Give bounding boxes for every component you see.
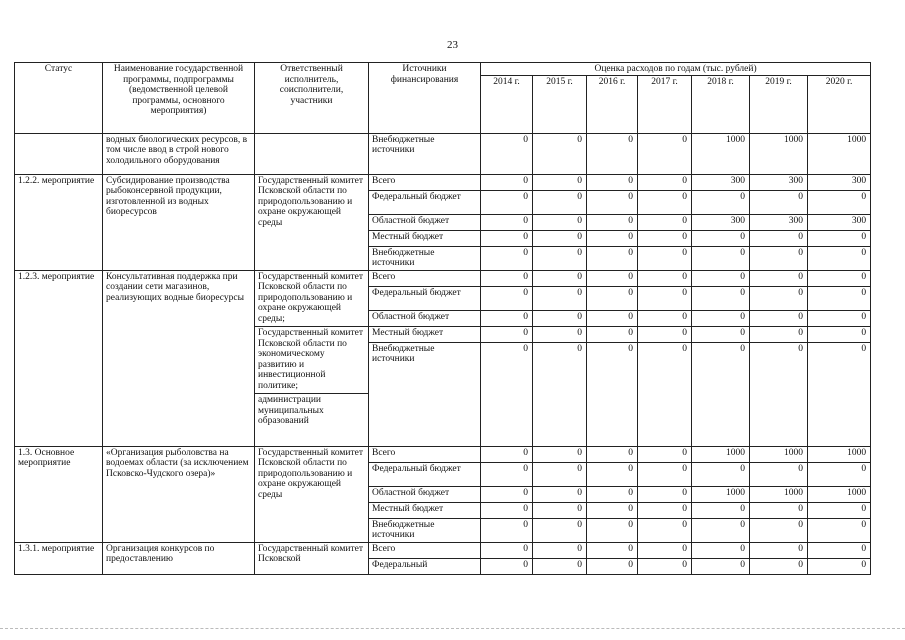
value-cell: 0 — [638, 446, 692, 462]
value-cell: 0 — [587, 518, 638, 542]
value-cell: 0 — [638, 190, 692, 214]
source-cell: Всего — [369, 270, 481, 286]
source-cell: Внебюджетные источники — [369, 246, 481, 270]
value-cell: 0 — [692, 502, 750, 518]
value-cell: 1000 — [692, 133, 750, 174]
value-cell: 0 — [692, 246, 750, 270]
value-cell: 1000 — [692, 446, 750, 462]
header-status: Статус — [15, 63, 103, 134]
value-cell: 0 — [587, 558, 638, 574]
value-cell: 0 — [533, 230, 587, 246]
value-cell: 0 — [750, 502, 808, 518]
value-cell: 0 — [481, 502, 533, 518]
value-cell: 0 — [638, 270, 692, 286]
source-cell: Местный бюджет — [369, 502, 481, 518]
value-cell: 0 — [638, 486, 692, 502]
value-cell: 0 — [750, 270, 808, 286]
value-cell: 0 — [692, 326, 750, 342]
value-cell: 0 — [750, 310, 808, 326]
value-cell: 0 — [481, 462, 533, 486]
table-row — [15, 174, 871, 190]
value-cell: 0 — [808, 342, 871, 446]
scan-edge — [0, 628, 905, 630]
value-cell: 0 — [481, 174, 533, 190]
value-cell: 0 — [750, 326, 808, 342]
value-cell: 0 — [587, 286, 638, 310]
responsible-cell — [255, 542, 369, 574]
name-cell: водных биологических ресурсов, в том числе ввод в строй нового холодильного оборудования — [103, 133, 255, 174]
status-cell: 1.2.3. мероприятие — [15, 270, 103, 446]
value-cell: 0 — [481, 326, 533, 342]
value-cell: 0 — [533, 462, 587, 486]
value-cell: 0 — [533, 310, 587, 326]
responsible-entry: Государственный комитет Псковской области по экономическому развитию и инвестиционной политике; — [255, 326, 368, 393]
value-cell: 0 — [481, 486, 533, 502]
value-cell: 0 — [692, 190, 750, 214]
value-cell: 0 — [533, 174, 587, 190]
responsible-cell — [255, 174, 369, 270]
value-cell: 0 — [692, 342, 750, 446]
value-cell: 0 — [808, 518, 871, 542]
name-cell: Организация конкурсов по предоставлению — [103, 542, 255, 574]
source-cell: Местный бюджет — [369, 326, 481, 342]
table-row — [15, 270, 871, 286]
value-cell: 0 — [638, 342, 692, 446]
funding-table — [14, 62, 871, 575]
value-cell: 0 — [750, 342, 808, 446]
value-cell: 0 — [587, 310, 638, 326]
header-year: 2014 г. — [481, 75, 533, 133]
value-cell: 0 — [587, 230, 638, 246]
source-cell: Федеральный — [369, 558, 481, 574]
value-cell: 0 — [638, 326, 692, 342]
value-cell: 0 — [692, 230, 750, 246]
value-cell: 1000 — [808, 486, 871, 502]
value-cell: 0 — [533, 558, 587, 574]
value-cell: 0 — [638, 462, 692, 486]
value-cell: 0 — [481, 270, 533, 286]
header-year: 2017 г. — [638, 75, 692, 133]
value-cell: 0 — [638, 518, 692, 542]
value-cell: 0 — [533, 326, 587, 342]
responsible-entry: Государственный комитет Псковской — [258, 543, 364, 564]
value-cell: 0 — [750, 518, 808, 542]
value-cell: 300 — [808, 214, 871, 230]
value-cell: 0 — [587, 246, 638, 270]
value-cell: 0 — [533, 518, 587, 542]
name-cell: Консультативная поддержка при создании сети магазинов, реализующих водные биоресурсы — [103, 270, 255, 446]
value-cell: 300 — [692, 214, 750, 230]
value-cell: 0 — [808, 246, 871, 270]
value-cell: 0 — [481, 446, 533, 462]
source-cell: Федеральный бюджет — [369, 462, 481, 486]
value-cell: 300 — [750, 174, 808, 190]
source-cell: Всего — [369, 542, 481, 558]
responsible-entry: Государственный комитет Псковской области по природопользованию и охране окружающей среды; — [258, 271, 364, 324]
value-cell: 0 — [587, 446, 638, 462]
value-cell: 0 — [587, 190, 638, 214]
value-cell: 0 — [808, 502, 871, 518]
source-cell: Федеральный бюджет — [369, 190, 481, 214]
header-year: 2018 г. — [692, 75, 750, 133]
responsible-entry: администрации муниципальных образований — [255, 393, 368, 429]
value-cell: 0 — [533, 542, 587, 558]
value-cell: 0 — [481, 214, 533, 230]
value-cell: 0 — [587, 214, 638, 230]
table-row — [15, 446, 871, 462]
value-cell: 0 — [750, 230, 808, 246]
source-cell: Федеральный бюджет — [369, 286, 481, 310]
value-cell: 0 — [587, 174, 638, 190]
value-cell: 0 — [750, 286, 808, 310]
value-cell: 0 — [638, 310, 692, 326]
table-row — [15, 133, 871, 174]
value-cell: 1000 — [750, 133, 808, 174]
value-cell: 0 — [587, 133, 638, 174]
value-cell: 0 — [808, 326, 871, 342]
value-cell: 1000 — [692, 486, 750, 502]
source-cell: Внебюджетные источники — [369, 342, 481, 446]
value-cell: 0 — [638, 502, 692, 518]
value-cell: 300 — [750, 214, 808, 230]
name-cell: Субсидирование производства рыбоконсервной продукции, изготовленной из водных биоресурсов — [103, 174, 255, 270]
status-cell: 1.3. Основное мероприятие — [15, 446, 103, 542]
value-cell: 0 — [587, 462, 638, 486]
value-cell: 0 — [692, 558, 750, 574]
value-cell: 0 — [750, 558, 808, 574]
value-cell: 0 — [533, 214, 587, 230]
value-cell: 0 — [481, 230, 533, 246]
value-cell: 0 — [481, 286, 533, 310]
header-year: 2019 г. — [750, 75, 808, 133]
value-cell: 0 — [481, 558, 533, 574]
header-responsible: Ответственный исполнитель, соисполнители, участники — [255, 63, 369, 134]
value-cell: 0 — [750, 190, 808, 214]
source-cell: Местный бюджет — [369, 230, 481, 246]
value-cell: 0 — [808, 558, 871, 574]
value-cell: 0 — [638, 558, 692, 574]
source-cell: Областной бюджет — [369, 486, 481, 502]
responsible-cell — [255, 270, 369, 446]
value-cell: 0 — [638, 230, 692, 246]
source-cell: Всего — [369, 446, 481, 462]
value-cell: 0 — [808, 286, 871, 310]
source-cell: Всего — [369, 174, 481, 190]
value-cell: 0 — [638, 286, 692, 310]
value-cell: 0 — [533, 270, 587, 286]
value-cell: 0 — [533, 133, 587, 174]
value-cell: 0 — [808, 230, 871, 246]
responsible-entry: Государственный комитет Псковской области по природопользованию и охране окружающей среды — [258, 447, 364, 500]
value-cell: 1000 — [808, 133, 871, 174]
value-cell: 0 — [481, 542, 533, 558]
value-cell: 1000 — [750, 446, 808, 462]
value-cell: 300 — [692, 174, 750, 190]
status-cell: 1.2.2. мероприятие — [15, 174, 103, 270]
value-cell: 0 — [587, 486, 638, 502]
value-cell: 0 — [692, 462, 750, 486]
responsible-cell — [255, 133, 369, 174]
value-cell: 0 — [533, 446, 587, 462]
value-cell: 0 — [533, 502, 587, 518]
value-cell: 0 — [692, 286, 750, 310]
value-cell: 0 — [481, 518, 533, 542]
value-cell: 0 — [692, 270, 750, 286]
value-cell: 0 — [808, 310, 871, 326]
header-name: Наименование государственной программы, подпрограммы (ведомственной целевой программы, основного мероприятия) — [103, 63, 255, 134]
header-year: 2020 г. — [808, 75, 871, 133]
value-cell: 0 — [750, 462, 808, 486]
value-cell: 0 — [587, 502, 638, 518]
value-cell: 0 — [638, 133, 692, 174]
value-cell: 0 — [638, 246, 692, 270]
value-cell: 0 — [481, 310, 533, 326]
value-cell: 0 — [808, 462, 871, 486]
value-cell: 0 — [638, 214, 692, 230]
value-cell: 0 — [481, 190, 533, 214]
value-cell: 0 — [638, 542, 692, 558]
header-sources: Источники финансирования — [369, 63, 481, 134]
value-cell: 0 — [638, 174, 692, 190]
value-cell: 0 — [533, 342, 587, 446]
value-cell: 0 — [808, 542, 871, 558]
value-cell: 0 — [692, 542, 750, 558]
value-cell: 0 — [587, 342, 638, 446]
name-cell: «Организация рыболовства на водоемах области (за исключением Псковско-Чудского озера)» — [103, 446, 255, 542]
page-number: 23 — [447, 39, 458, 51]
header-costs: Оценка расходов по годам (тыс. рублей) — [481, 63, 871, 76]
responsible-entry: Государственный комитет Псковской области по природопользованию и охране окружающей среды — [258, 175, 364, 228]
source-cell: Внебюджетные источники — [369, 518, 481, 542]
header-year: 2015 г. — [533, 75, 587, 133]
source-cell: Областной бюджет — [369, 310, 481, 326]
header-year: 2016 г. — [587, 75, 638, 133]
status-cell: 1.3.1. мероприятие — [15, 542, 103, 574]
value-cell: 0 — [533, 486, 587, 502]
status-cell — [15, 133, 103, 174]
value-cell: 300 — [808, 174, 871, 190]
value-cell: 0 — [692, 310, 750, 326]
table-row — [15, 542, 871, 558]
source-cell: Внебюджетные источники — [369, 133, 481, 174]
value-cell: 0 — [481, 133, 533, 174]
value-cell: 0 — [808, 270, 871, 286]
value-cell: 0 — [692, 518, 750, 542]
value-cell: 0 — [587, 326, 638, 342]
value-cell: 0 — [481, 246, 533, 270]
value-cell: 0 — [750, 246, 808, 270]
value-cell: 0 — [587, 542, 638, 558]
value-cell: 0 — [533, 190, 587, 214]
value-cell: 0 — [750, 542, 808, 558]
value-cell: 1000 — [750, 486, 808, 502]
value-cell: 0 — [587, 270, 638, 286]
responsible-cell — [255, 446, 369, 542]
value-cell: 1000 — [808, 446, 871, 462]
value-cell: 0 — [808, 190, 871, 214]
value-cell: 0 — [481, 342, 533, 446]
value-cell: 0 — [533, 286, 587, 310]
source-cell: Областной бюджет — [369, 214, 481, 230]
value-cell: 0 — [533, 246, 587, 270]
